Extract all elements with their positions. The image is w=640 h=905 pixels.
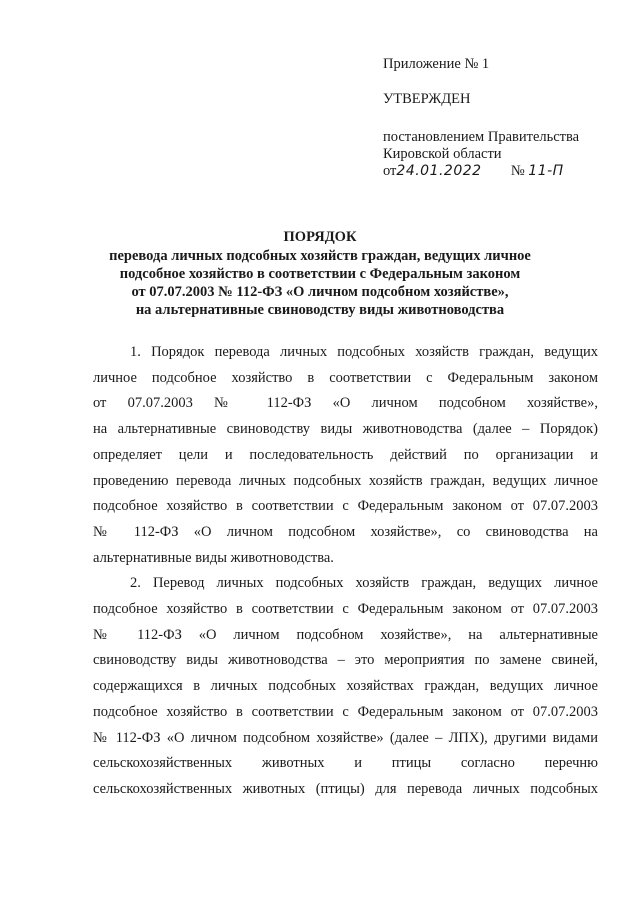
title-main: ПОРЯДОК — [283, 229, 357, 245]
approved-label: УТВЕРЖДЕН — [383, 91, 471, 107]
paragraph-line: 1. Порядок перевода личных подсобных хозяйств граждан, ведущих — [130, 344, 598, 360]
paragraph-line: свиноводству виды животноводства – это мероприятия по замене свиней, — [93, 652, 598, 669]
paragraph-line: подсобное хозяйство в соответствии с Федеральным законом от 07.07.2003 — [93, 703, 598, 720]
paragraph-line: 2. Перевод личных подсобных хозяйств граждан, ведущих личное — [130, 575, 598, 592]
document-body — [93, 340, 598, 803]
date-prefix: от — [383, 163, 397, 179]
title-line: перевода личных подсобных хозяйств граждан, ведущих личное — [109, 248, 531, 264]
decree-date-number — [383, 163, 623, 180]
approval-block — [383, 56, 623, 179]
title-line: от 07.07.2003 № 112-ФЗ «О личном подсобном хозяйстве», — [131, 284, 509, 300]
paragraph-2 — [93, 571, 598, 802]
paragraph-line: подсобное хозяйство в соответствии с Федеральным законом от 07.07.2003 — [93, 601, 598, 618]
paragraph-line: сельскохозяйственных животных (птицы) для перевода личных подсобных — [93, 780, 598, 797]
decree-line-1: постановлением Правительства — [383, 129, 580, 145]
paragraph-line: личное подсобное хозяйство в соответствии с Федеральным законом — [93, 369, 598, 386]
paragraph-line: определяет цели и последовательность действий по организации и — [93, 446, 598, 463]
paragraph-line: проведению перевода личных подсобных хозяйств граждан, ведущих личное — [93, 472, 598, 489]
annex-label: Приложение № 1 — [383, 56, 490, 72]
paragraph-line: № 112-ФЗ «О личном подсобном хозяйстве», на альтернативные — [93, 626, 598, 643]
paragraph-line: на альтернативные свиноводству виды животноводства (далее – Порядок) — [93, 421, 598, 438]
paragraph-line: содержащихся в личных подсобных хозяйствах граждан, ведущих личное — [93, 678, 598, 695]
title-line: подсобное хозяйство в соответствии с Федеральным законом — [119, 266, 521, 282]
paragraph-line: № 112-ФЗ «О личном подсобном хозяйстве», со свиноводства на — [93, 523, 598, 540]
paragraph-line: сельскохозяйственных животных и птицы согласно перечню — [93, 755, 598, 772]
paragraph-line: № 112-ФЗ «О личном подсобном хозяйстве» (далее – ЛПХ), другими видами — [93, 729, 598, 746]
paragraph-line: от 07.07.2003 № 112-ФЗ «О личном подсобном хозяйстве», — [93, 395, 598, 412]
handwritten-number: 11-П — [528, 163, 564, 179]
decree-line-2: Кировской области — [383, 146, 502, 162]
handwritten-date: 24.01.2022 — [396, 163, 482, 179]
title-line: на альтернативные свиноводству виды животноводства — [135, 302, 505, 318]
paragraph-line: подсобное хозяйство в соответствии с Федеральным законом от 07.07.2003 — [93, 498, 598, 515]
paragraph-line: альтернативные виды животноводства. — [93, 549, 334, 566]
paragraph-1 — [93, 340, 598, 571]
number-prefix: № — [510, 163, 525, 179]
decree-reference — [383, 129, 623, 180]
document-title — [60, 228, 580, 319]
